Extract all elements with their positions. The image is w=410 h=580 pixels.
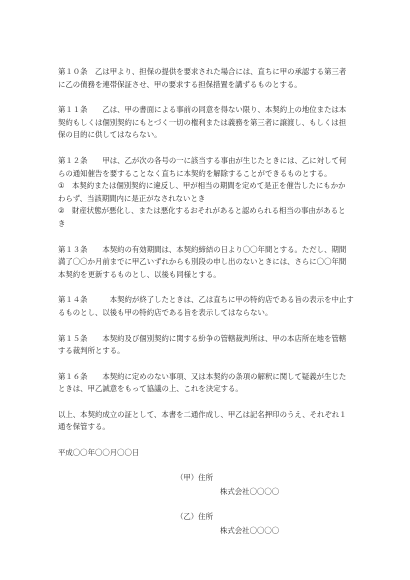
article-line: 第１３条 本契約の有効期間は、本契約締結の日より〇〇年間とする。ただし、期間 [58, 244, 347, 254]
article-line: する裁判所とする。 [58, 346, 125, 356]
article-13 [58, 244, 358, 282]
article-line: 満了〇〇か月前までに甲乙いずれからも別段の申し出のないときには、さらに〇〇年間 [58, 257, 347, 267]
article-line: き [58, 218, 66, 228]
article-15 [58, 333, 358, 358]
closing-line: 以上、本契約成立の証として、本書を二通作成し、甲乙は記名押印のうえ、それぞれ１ [58, 409, 347, 419]
article-11 [58, 104, 358, 142]
article-line: 契約もしくは個別契約にもとづく一切の権利または義務を第三者に譲渡し、もしくは担 [58, 117, 347, 127]
article-line: 第１６条 本契約に定めのない事項、又は本契約の条項の解釈に関して疑義が生じた [58, 371, 347, 381]
party-b-label: （乙）住所 [176, 511, 213, 521]
article-line: らの通知催告を要することなく直ちに本契約を解除することができるものとする。 [58, 168, 332, 178]
party-a-company: 株式会社〇〇〇〇 [220, 486, 280, 496]
article-line: 第１５条 本契約及び個別契約に関する紛争の管轄裁判所は、甲の本店所在地を管轄 [58, 333, 347, 343]
article-line: 本契約を更新するものとし、以後も同様とする。 [58, 269, 221, 279]
article-line: ① 本契約または個別契約に違反し、甲が相当の期間を定めて是正を催告したにもかか [58, 181, 346, 191]
article-line: 第１２条 甲は、乙が次の各号の一に該当する事由が生じたときには、乙に対して何 [58, 155, 347, 165]
closing-line: 通を保管する。 [58, 422, 110, 432]
party-a-label: （甲）住所 [176, 472, 213, 482]
article-line: 保の目的に供してはならない。 [58, 130, 162, 140]
article-text: 本契約が終了したときは、乙は直ちに甲の特約店である旨の表示を中止す [94, 295, 354, 305]
article-line: わらず、当該期間内に是正がなされないとき [58, 193, 206, 203]
article-number: 第１４条 [58, 295, 95, 305]
article-line: るものとし、以後も甲の特約店である旨を表示してはならない。 [58, 307, 273, 317]
article-12 [58, 155, 358, 231]
party-b-block [58, 511, 358, 535]
contract-body [58, 66, 358, 535]
article-line: 第１１条 乙は、甲の書面による事前の同意を得ない限り、本契約上の地位または本 [58, 105, 347, 115]
party-b-company: 株式会社〇〇〇〇 [220, 525, 280, 535]
article-14 [58, 294, 358, 319]
article-line: ② 財産状態が悪化し、または悪化するおそれがあると認められる相当の事由があると [58, 206, 346, 216]
closing-statement [58, 409, 358, 434]
party-a-block [58, 472, 358, 496]
article-line [58, 294, 358, 307]
article-line: 第１０条 乙は甲より、担保の提供を要求された場合には、直ちに甲の承認する第三者 [58, 67, 347, 76]
article-line: に乙の債務を連帯保証させ、甲の要求する担保措置を講ずるものとする。 [58, 79, 302, 89]
contract-date: 平成〇〇年〇〇月〇〇日 [58, 448, 140, 458]
article-10 [58, 66, 358, 91]
article-line: ときは、甲乙誠意をもって協議の上、これを決定する。 [58, 384, 243, 394]
article-16 [58, 371, 358, 396]
